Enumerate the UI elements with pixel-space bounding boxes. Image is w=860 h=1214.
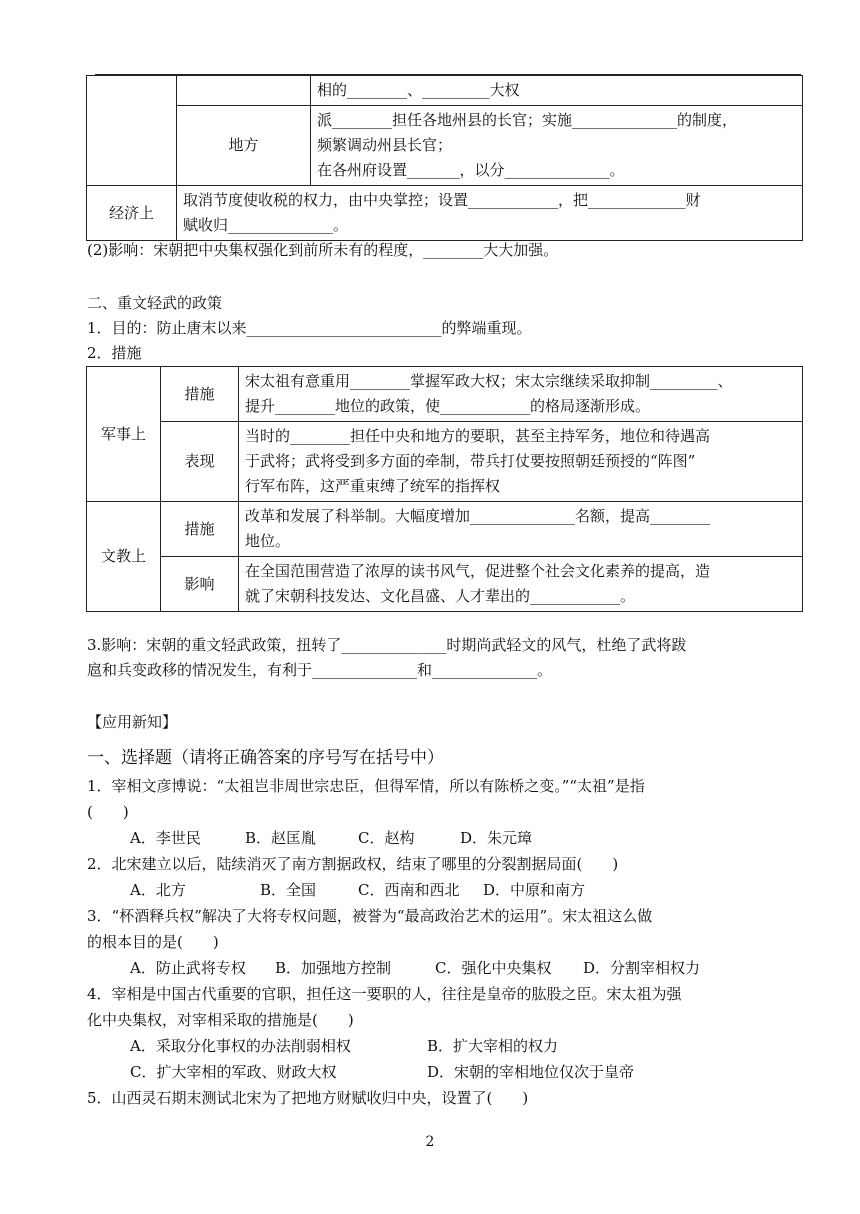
option[interactable]: C．西南和西北	[358, 881, 460, 899]
option[interactable]: C．强化中央集权	[435, 959, 552, 977]
option[interactable]: D．中原和南方	[483, 881, 586, 899]
question-text: 2．北宋建立以后，陆续消灭了南方割据政权，结束了哪里的分裂割据局面( )	[87, 855, 619, 873]
local-line: 在各州府设置_______，以分______________。	[317, 161, 625, 179]
page-number: 2	[425, 1134, 435, 1150]
table-cell-empty	[87, 76, 177, 186]
table-row	[87, 502, 803, 557]
cell-line: 当时的________担任中央和地方的要职，甚至主持军务，地位和待遇高	[245, 427, 711, 445]
economy-line: 赋收归______________。	[183, 216, 349, 234]
option[interactable]: D．朱元璋	[460, 829, 533, 847]
military-label: 军事上	[87, 367, 161, 502]
table-row	[87, 557, 803, 612]
option[interactable]: D．分割宰相权力	[583, 959, 701, 977]
option[interactable]: A．北方	[130, 881, 186, 899]
central-power-table	[86, 75, 803, 241]
cell-line: 行军布阵，这严重束缚了统军的指挥权	[245, 477, 501, 495]
measure-label: 措施	[161, 367, 239, 422]
cell-line: 就了宋朝科技发达、文化昌盛、人才辈出的____________。	[245, 587, 636, 605]
option[interactable]: B．赵匡胤	[245, 829, 317, 847]
question-text: 化中央集权，对宰相采取的措施是( )	[87, 1011, 354, 1029]
effect-label: 影响	[161, 557, 239, 612]
culture-label: 文教上	[87, 502, 161, 612]
table-row	[87, 76, 803, 106]
answer-bracket[interactable]: ( )	[87, 803, 129, 821]
cell-line: 提升________地位的政策，使____________的格局逐渐形成。	[245, 397, 651, 415]
option[interactable]: B．扩大宰相的权力	[427, 1037, 559, 1055]
choice-title: 一、选择题（请将正确答案的序号写在括号中）	[87, 748, 444, 768]
purpose-text: 1．目的：防止唐末以来__________________________的弊端重现。	[87, 319, 532, 337]
local-label: 地方	[177, 106, 311, 186]
cell-line: 在全国范围营造了浓厚的读书风气，促进整个社会文化素养的提高，造	[245, 562, 711, 580]
question-text: 1．宰相文彦博说：“太祖岂非周世宗忠臣，但得军情，所以有陈桥之变。”“太祖”是指	[87, 777, 645, 795]
question-text: 4．宰相是中国古代重要的官职，担任这一要职的人，往往是皇帝的肱股之臣。宋太祖为强	[87, 985, 682, 1003]
table-row	[87, 186, 803, 241]
question-text: 的根本目的是( )	[87, 933, 219, 951]
section-title: 二、重文轻武的政策	[87, 294, 223, 312]
option[interactable]: B．加强地方控制	[275, 959, 392, 977]
cell-line: 改革和发展了科举制。大幅度增加______________名额，提高________	[245, 507, 711, 525]
economy-label: 经济上	[87, 186, 177, 241]
option[interactable]: C．赵构	[358, 829, 415, 847]
table-cell	[177, 186, 803, 241]
table-row	[87, 367, 803, 422]
table-cell	[239, 557, 803, 612]
table-cell-empty	[177, 76, 311, 106]
economy-line: 取消节度使收税的权力，由中央掌控；设置____________，把_____________财	[183, 191, 701, 209]
influence-text: 3.影响：宋朝的重文轻武政策，扭转了______________时期尚武轻文的风气，杜绝了武将跋	[87, 636, 687, 654]
local-line: 派________担任各地州县的长官；实施______________的制度，	[317, 111, 738, 129]
local-line: 频繁调动州县长官；	[317, 136, 453, 154]
cell-line: 于武将；武将受到多方面的牵制，带兵打仗要按照朝廷预授的“阵图”	[245, 452, 696, 470]
apply-title: 【应用新知】	[87, 713, 178, 731]
option[interactable]: C．扩大宰相的军政、财政大权	[130, 1063, 337, 1081]
cell-line: 宋太祖有意重用________掌握军政大权；宋太宗继续采取抑制_________、	[245, 372, 733, 390]
performance-label: 表现	[161, 422, 239, 502]
table-cell	[239, 422, 803, 502]
option[interactable]: B．全国	[260, 881, 317, 899]
table-row	[87, 106, 803, 186]
option[interactable]: A．李世民	[130, 829, 201, 847]
civil-military-table	[86, 366, 803, 612]
table-cell: 相的________、_________大权	[311, 76, 803, 106]
option[interactable]: A．采取分化事权的办法削弱相权	[130, 1037, 351, 1055]
table-cell	[239, 502, 803, 557]
question-text: 5．山西灵石期末测试北宋为了把地方财赋收归中央，设置了( )	[87, 1089, 529, 1107]
question-text: 3．“杯酒释兵权”解决了大将专权问题，被誉为“最高政治艺术的运用”。宋太祖这么做	[87, 907, 653, 925]
cell-line: 地位。	[245, 532, 291, 550]
measure-label: 措施	[161, 502, 239, 557]
measures-title: 2．措施	[87, 344, 142, 362]
influence-text: 扈和兵变政移的情况发生，有利于______________和______________。	[87, 661, 553, 679]
option[interactable]: D．宋朝的宰相地位仅次于皇帝	[427, 1063, 635, 1081]
option[interactable]: A．防止武将专权	[130, 959, 246, 977]
influence-text: (2)影响：宋朝把中央集权强化到前所未有的程度，________大大加强。	[87, 241, 559, 259]
table-cell	[311, 106, 803, 186]
table-row	[87, 422, 803, 502]
table-cell	[239, 367, 803, 422]
